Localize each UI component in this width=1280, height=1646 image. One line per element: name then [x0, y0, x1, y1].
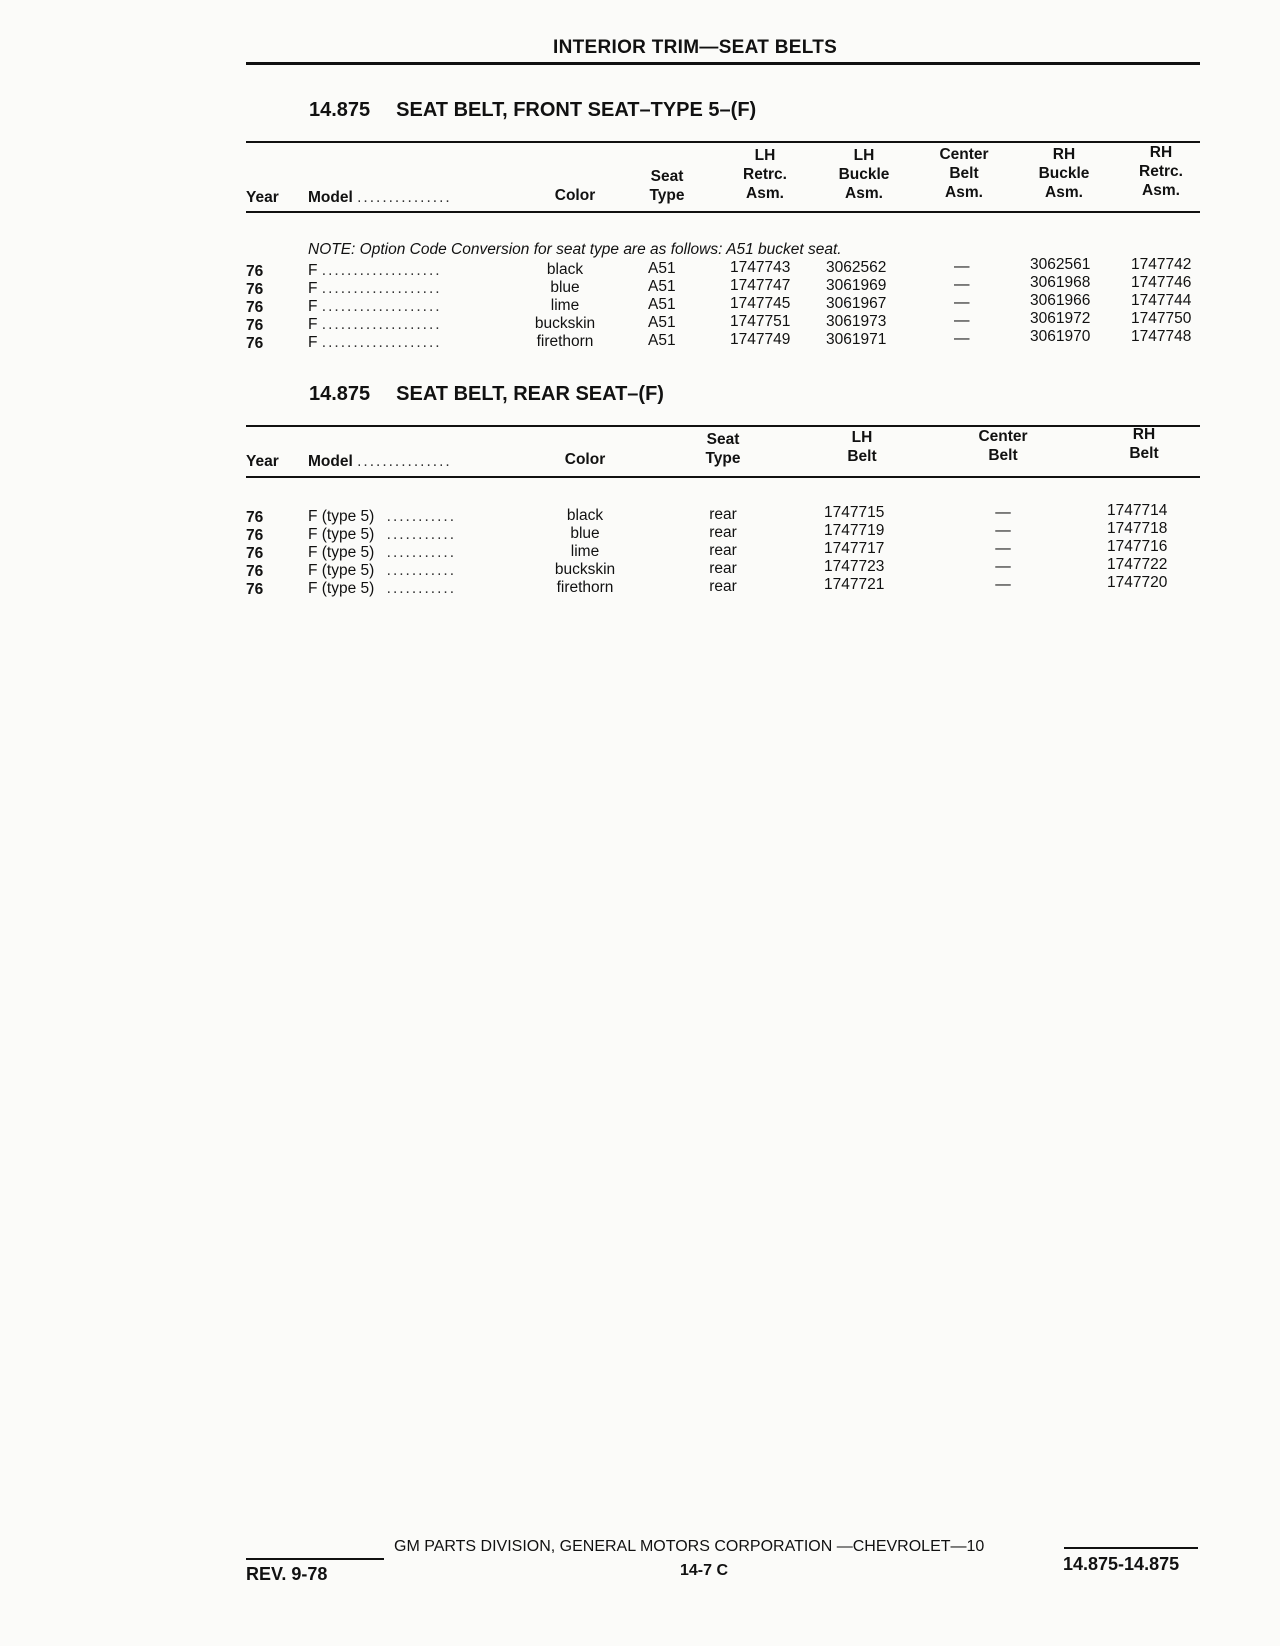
row-model [308, 508, 456, 526]
rear-section-name: SEAT BELT, REAR SEAT–(F) [396, 383, 664, 405]
row-model [308, 280, 442, 298]
row-year: 76 [246, 563, 264, 580]
rear-hdr-seat-type-1: Seat [706, 431, 740, 448]
front-hdr-center [924, 145, 1004, 202]
footer-right-rule [1064, 1547, 1198, 1549]
row-lh-belt: 1747715 [824, 504, 885, 521]
rear-hdr-year: Year [246, 453, 279, 470]
front-hdr-lh-buckle-3: Asm. [845, 185, 883, 202]
row-color: lime [570, 543, 600, 560]
row-lh-buckle: 3061973 [826, 313, 887, 330]
row-color: firethorn [536, 333, 594, 350]
rear-hdr-seat-type [688, 430, 758, 468]
row-year: 76 [246, 527, 264, 544]
row-seat-type: rear [709, 524, 737, 541]
row-year: 76 [246, 317, 264, 334]
row-color: black [546, 261, 584, 278]
row-lh-retrc: 1747745 [730, 295, 791, 312]
row-year: 76 [246, 581, 264, 598]
row-center: — [995, 558, 1011, 575]
row-rh-belt: 1747722 [1107, 556, 1168, 573]
row-rh-belt: 1747716 [1107, 538, 1168, 555]
row-lh-belt: 1747719 [824, 522, 885, 539]
row-rh-retrc: 1747742 [1131, 256, 1192, 273]
row-seat-type: A51 [648, 314, 676, 331]
row-rh-buckle: 3061968 [1030, 274, 1091, 291]
row-color: buckskin [534, 315, 596, 332]
front-hdr-model-label: Model [308, 189, 353, 206]
rear-hdr-model-label: Model [308, 453, 353, 470]
front-hdr-rh-retrc [1121, 143, 1201, 200]
row-color: blue [550, 279, 580, 296]
front-hdr-rh-buckle-1: RH [1052, 146, 1076, 163]
row-seat-type: rear [709, 560, 737, 577]
front-hdr-lh-retrc [725, 146, 805, 203]
row-seat-type: A51 [648, 278, 676, 295]
row-center: — [954, 330, 970, 347]
row-model-label: F [308, 298, 318, 315]
footer-section-range: 14.875-14.875 [1063, 1554, 1180, 1574]
front-hdr-center-3: Asm. [945, 184, 983, 201]
row-model-label: F [308, 316, 318, 333]
row-model-label: F (type 5) [308, 508, 375, 525]
front-section-name: SEAT BELT, FRONT SEAT–TYPE 5–(F) [396, 99, 757, 121]
row-color: buckskin [554, 561, 616, 578]
front-hdr-rh-buckle [1024, 145, 1104, 202]
row-center: — [995, 504, 1011, 521]
front-hdr-year: Year [246, 189, 279, 206]
row-model-dots: ........... [386, 562, 457, 579]
row-center: — [995, 522, 1011, 539]
front-hdr-lh-buckle-2: Buckle [838, 166, 890, 183]
row-model-dots: ........... [386, 508, 457, 525]
footer-publisher: GM PARTS DIVISION, GENERAL MOTORS CORPORATION —CHEVROLET—10 [394, 1538, 985, 1555]
row-model-dots: ................... [321, 316, 442, 333]
rear-hdr-model [308, 452, 452, 471]
row-lh-buckle: 3061969 [826, 277, 887, 294]
page-title: INTERIOR TRIM—SEAT BELTS [553, 37, 838, 58]
rear-hdr-model-dots: ............... [357, 453, 452, 470]
rear-hdr-rh-belt-2: Belt [1129, 445, 1159, 462]
row-rh-retrc: 1747744 [1131, 292, 1192, 309]
front-hdr-rh-buckle-2: Buckle [1038, 165, 1090, 182]
row-center: — [954, 312, 970, 329]
rear-hdr-lh-belt-1: LH [851, 429, 873, 446]
row-lh-retrc: 1747749 [730, 331, 791, 348]
row-model-dots: ................... [321, 280, 442, 297]
row-model-dots: ................... [321, 262, 442, 279]
front-section-number: 14.875 [309, 99, 371, 121]
row-lh-retrc: 1747747 [730, 277, 791, 294]
row-year: 76 [246, 263, 264, 280]
front-hdr-rh-buckle-3: Asm. [1045, 184, 1083, 201]
front-hdr-seat-type-1: Seat [650, 168, 684, 185]
front-section-title [309, 99, 756, 122]
row-seat-type: A51 [648, 332, 676, 349]
front-hdr-color: Color [554, 187, 596, 204]
row-model-dots: ........... [386, 526, 457, 543]
front-header-top-rule [246, 141, 1200, 143]
front-hdr-lh-retrc-2: Retrc. [743, 166, 787, 183]
row-lh-retrc: 1747751 [730, 313, 791, 330]
row-rh-belt: 1747720 [1107, 574, 1168, 591]
row-model [308, 526, 456, 544]
row-model-dots: ................... [321, 298, 442, 315]
rear-hdr-center-2: Belt [988, 447, 1018, 464]
row-model [308, 262, 442, 280]
row-model [308, 316, 442, 334]
row-center: — [954, 294, 970, 311]
row-color: firethorn [556, 579, 614, 596]
row-seat-type: A51 [648, 296, 676, 313]
rear-header-top-rule [246, 425, 1200, 427]
front-hdr-rh-retrc-3: Asm. [1142, 182, 1180, 199]
row-model-label: F [308, 280, 318, 297]
rear-hdr-center-1: Center [978, 428, 1028, 445]
row-color: blue [570, 525, 600, 542]
row-model [308, 562, 456, 580]
row-seat-type: A51 [648, 260, 676, 277]
footer-revision: REV. 9-78 [246, 1564, 328, 1584]
row-center: — [995, 576, 1011, 593]
row-rh-buckle: 3062561 [1030, 256, 1091, 273]
row-lh-belt: 1747723 [824, 558, 885, 575]
front-hdr-lh-buckle [824, 146, 904, 203]
row-seat-type: rear [709, 542, 737, 559]
row-lh-retrc: 1747743 [730, 259, 791, 276]
row-model [308, 580, 456, 598]
row-model-label: F (type 5) [308, 580, 375, 597]
rear-hdr-color: Color [564, 451, 606, 468]
front-hdr-model [308, 188, 452, 207]
row-center: — [954, 276, 970, 293]
front-hdr-seat-type-2: Type [649, 187, 685, 204]
row-model [308, 544, 456, 562]
row-year: 76 [246, 335, 264, 352]
row-rh-retrc: 1747746 [1131, 274, 1192, 291]
title-rule [246, 62, 1200, 65]
front-hdr-center-1: Center [939, 146, 989, 163]
rear-hdr-center [963, 427, 1043, 465]
row-model-label: F (type 5) [308, 544, 375, 561]
row-rh-belt: 1747718 [1107, 520, 1168, 537]
row-rh-buckle: 3061972 [1030, 310, 1091, 327]
row-color: black [566, 507, 604, 524]
row-year: 76 [246, 509, 264, 526]
row-lh-buckle: 3061967 [826, 295, 887, 312]
rear-header-bottom-rule [246, 476, 1200, 478]
row-model-label: F (type 5) [308, 562, 375, 579]
rear-hdr-rh-belt-1: RH [1132, 426, 1156, 443]
front-hdr-lh-retrc-3: Asm. [746, 185, 784, 202]
row-year: 76 [246, 281, 264, 298]
row-rh-retrc: 1747750 [1131, 310, 1192, 327]
row-seat-type: rear [709, 578, 737, 595]
front-header-bottom-rule [246, 211, 1200, 213]
row-center: — [954, 258, 970, 275]
front-hdr-lh-buckle-1: LH [853, 147, 875, 164]
row-year: 76 [246, 545, 264, 562]
footer-left-rule [246, 1558, 384, 1560]
front-hdr-center-2: Belt [949, 165, 979, 182]
front-note: NOTE: Option Code Conversion for seat type are as follows: A51 bucket seat. [308, 241, 842, 258]
row-model-dots: ................... [321, 334, 442, 351]
rear-hdr-rh-belt [1104, 425, 1184, 463]
row-rh-buckle: 3061966 [1030, 292, 1091, 309]
front-hdr-model-dots: ............... [357, 189, 452, 206]
row-lh-belt: 1747721 [824, 576, 885, 593]
rear-hdr-lh-belt-2: Belt [847, 448, 877, 465]
front-hdr-rh-retrc-2: Retrc. [1139, 163, 1183, 180]
row-lh-belt: 1747717 [824, 540, 885, 557]
row-center: — [995, 540, 1011, 557]
row-lh-buckle: 3062562 [826, 259, 887, 276]
rear-hdr-lh-belt [822, 428, 902, 466]
front-hdr-lh-retrc-1: LH [754, 147, 776, 164]
rear-section-title [309, 383, 664, 406]
row-color: lime [550, 297, 580, 314]
row-model-dots: ........... [386, 580, 457, 597]
footer-page-number: 14-7 C [680, 1562, 729, 1579]
row-model [308, 334, 442, 352]
row-rh-buckle: 3061970 [1030, 328, 1091, 345]
row-rh-retrc: 1747748 [1131, 328, 1192, 345]
row-model-label: F [308, 262, 318, 279]
row-model-label: F [308, 334, 318, 351]
row-year: 76 [246, 299, 264, 316]
row-seat-type: rear [709, 506, 737, 523]
rear-hdr-seat-type-2: Type [705, 450, 741, 467]
row-model [308, 298, 442, 316]
front-hdr-seat-type [632, 167, 702, 205]
front-hdr-rh-retrc-1: RH [1149, 144, 1173, 161]
row-model-label: F (type 5) [308, 526, 375, 543]
row-model-dots: ........... [386, 544, 457, 561]
row-rh-belt: 1747714 [1107, 502, 1168, 519]
row-lh-buckle: 3061971 [826, 331, 887, 348]
rear-section-number: 14.875 [309, 383, 371, 405]
